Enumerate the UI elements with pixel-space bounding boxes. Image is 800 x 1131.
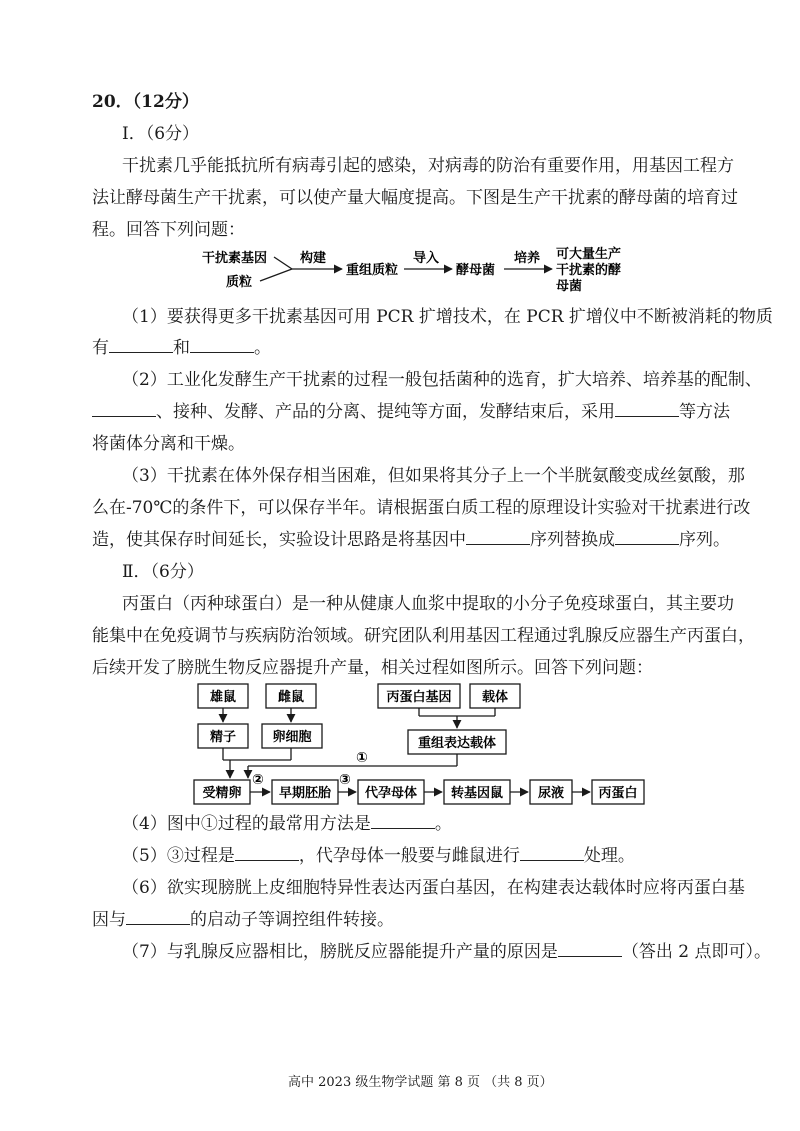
q3-text: 么在-70℃的条件下，可以保存半年。请根据蛋白质工程的原理设计实验对干扰素进行改 xyxy=(92,498,751,518)
part1-intro-line: 干扰素几乎能抵抗所有病毒引起的感染，对病毒的防治有重要作用，用基因工程方 xyxy=(122,156,734,176)
surrogate-label: 代孕母体 xyxy=(364,786,418,801)
gene-label: 丙蛋白基因 xyxy=(386,690,452,705)
q3-answer-line: 造，使其保存时间延长，实验设计思路是将基因中 序列替换成 序列。 xyxy=(92,530,730,550)
flow-yeast: 酵母菌 xyxy=(456,263,496,278)
flow-recombinant: 重组质粒 xyxy=(346,263,399,278)
transgenic-label: 转基因鼠 xyxy=(450,786,504,801)
q1-answer-line: 有 和 。 xyxy=(92,338,271,358)
flow-import-label: 导入 xyxy=(413,251,440,266)
answer-blank[interactable] xyxy=(520,844,584,861)
step-1-marker: ① xyxy=(356,750,368,766)
q4-answer-line: （4）图中①过程的最常用方法是 。 xyxy=(122,814,452,834)
q3-text: （3）干扰素在体外保存相当困难，但如果将其分子上一个半胱氨酸变成丝氨酸，那 xyxy=(122,466,745,486)
q7-answer-line: （7）与乳腺反应器相比，膀胱反应器能提升产量的原因是 （答出 2 点即可）。 xyxy=(122,942,771,962)
product-label: 丙蛋白 xyxy=(598,786,638,801)
flow-join-line xyxy=(260,269,292,281)
urine-label: 尿液 xyxy=(537,786,565,801)
part2-intro-line: 能集中在免疫调节与疾病防治领域。研究团队利用基因工程通过乳腺反应器生产丙蛋白， xyxy=(92,626,755,646)
step-2-marker: ② xyxy=(252,772,264,788)
flow-result-line: 干扰素的酵 xyxy=(556,263,622,278)
interferon-flow-diagram xyxy=(200,244,640,300)
answer-blank[interactable] xyxy=(371,812,435,829)
answer-blank[interactable] xyxy=(126,908,190,925)
answer-blank[interactable] xyxy=(190,336,254,353)
flow-join-line xyxy=(274,257,292,269)
part1-intro-line: 程。回答下列问题： xyxy=(92,220,245,240)
q2-text: （2）工业化发酵生产干扰素的过程一般包括菌种的选育，扩大培养、培养基的配制、 xyxy=(122,370,762,390)
answer-blank[interactable] xyxy=(109,336,173,353)
answer-blank[interactable] xyxy=(615,528,679,545)
q2-answer-line: 、接种、发酵、产品的分离、提纯等方面，发酵结束后，采用 等方法 xyxy=(92,400,730,424)
expression-vector-label: 重组表达载体 xyxy=(417,736,497,751)
protein-production-diagram xyxy=(190,680,650,808)
zygote-label: 受精卵 xyxy=(202,786,242,801)
answer-blank[interactable] xyxy=(558,940,622,957)
flow-plasmid: 质粒 xyxy=(226,275,253,290)
male-mouse-label: 雄鼠 xyxy=(209,690,237,705)
q6-answer-line: 因与 的启动子等调控组件转接。 xyxy=(92,910,394,930)
answer-blank[interactable] xyxy=(615,400,679,417)
question-number: 20．（12分） xyxy=(92,92,199,112)
answer-blank[interactable] xyxy=(235,844,299,861)
flow-gene: 干扰素基因 xyxy=(202,251,268,266)
flow-result-line: 母菌 xyxy=(556,279,583,294)
part2-heading: Ⅱ．（6分） xyxy=(122,562,204,582)
page-footer: 高中 2023 级生物学试题 第 8 页 （共 8 页） xyxy=(288,1075,553,1090)
vector-label: 载体 xyxy=(481,690,509,705)
step-3-marker: ③ xyxy=(339,772,351,788)
part2-intro-line: 丙蛋白（丙种球蛋白）是一种从健康人血浆中提取的小分子免疫球蛋白，其主要功 xyxy=(122,594,734,614)
female-mouse-label: 雌鼠 xyxy=(277,690,305,705)
answer-blank[interactable] xyxy=(92,400,156,417)
q5-answer-line: （5）③过程是 ，代孕母体一般要与雌鼠进行 处理。 xyxy=(122,846,635,866)
flow-build-label: 构建 xyxy=(300,251,327,266)
part1-intro-line: 法让酵母菌生产干扰素，可以使产量大幅度提高。下图是生产干扰素的酵母菌的培育过 xyxy=(92,188,738,208)
early-embryo-label: 早期胚胎 xyxy=(278,786,332,801)
egg-label: 卵细胞 xyxy=(272,730,312,745)
answer-blank[interactable] xyxy=(466,528,530,545)
q6-text: （6）欲实现膀胱上皮细胞特异性表达丙蛋白基因，在构建表达载体时应将丙蛋白基 xyxy=(122,878,745,898)
q2-text: 将菌体分离和干燥。 xyxy=(92,434,245,454)
part2-intro-line: 后续开发了膀胱生物反应器提升产量，相关过程如图所示。回答下列问题： xyxy=(92,658,653,678)
q1-text: （1）要获得更多干扰素基因可用 PCR 扩增技术，在 PCR 扩增仪中不断被消耗的物质 xyxy=(122,307,773,327)
sperm-label: 精子 xyxy=(209,730,237,745)
flow-result-line: 可大量生产 xyxy=(556,247,622,262)
flow-culture-label: 培养 xyxy=(514,251,541,266)
part1-heading: Ⅰ．（6分） xyxy=(122,124,200,144)
